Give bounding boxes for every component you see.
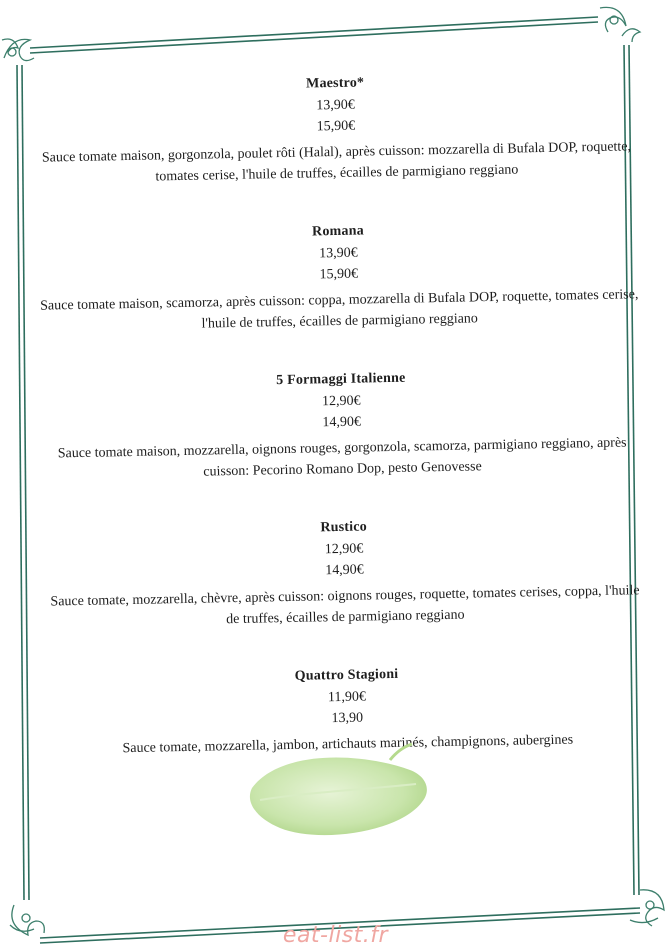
menu-content [20,70,664,801]
item-price-large: 15,90€ [319,266,359,283]
watermark: eat-list.fr [282,923,389,948]
item-price-large: 14,90€ [325,562,364,579]
item-price-small: 13,90€ [316,97,355,114]
ornament-corner-icon [2,39,34,61]
item-description: Sauce tomate maison, gorgonzola, poulet rôti (Halal), après cuisson: mozzarella di Bufala DOP, roquette, tomates cerise, l'huile de truffes, écailles de parmigiano reggiano [41,139,632,185]
item-price-large: 14,90€ [322,414,362,431]
menu-item [20,70,652,190]
item-price-small: 13,90€ [319,245,358,262]
item-name: Maestro* [305,75,365,92]
ornament-corner-icon [600,7,640,42]
basil-leaf-icon [240,740,440,850]
item-name: 5 Formaggi Italienne [276,370,406,389]
menu-item [26,366,658,486]
item-price-small: 12,90€ [324,541,364,558]
item-description: Sauce tomate, mozzarella, chèvre, après cuisson: oignons rouges, roquette, tomates cerises, coppa, l'huile de truffes, écailles de parmigiano reggiano [50,583,640,628]
item-price-large: 15,90€ [316,118,356,135]
item-price-large: 13,90 [331,710,364,727]
menu-item [23,218,655,338]
item-description: Sauce tomate maison, mozzarella, oignons rouges, gorgonzola, scamorza, parmigiano reggiano, après cuisson: Pecorino Romano Dop, pesto Genovesse [57,435,627,480]
item-price-small: 11,90€ [327,689,367,706]
item-name: Romana [311,223,364,240]
item-description: Sauce tomate maison, scamorza, après cuisson: coppa, mozzarella di Bufala DOP, roquette, tomates cerise, l'huile de truffes, écailles de parmigiano reggiano [40,287,639,332]
item-description: Sauce tomate, mozzarella, jambon, artichauts marinés, champignons, aubergines [122,732,574,757]
item-name: Quattro Stagioni [294,666,399,684]
item-price-small: 12,90€ [321,393,361,410]
item-name: Rustico [320,519,368,536]
menu-item [29,514,661,634]
